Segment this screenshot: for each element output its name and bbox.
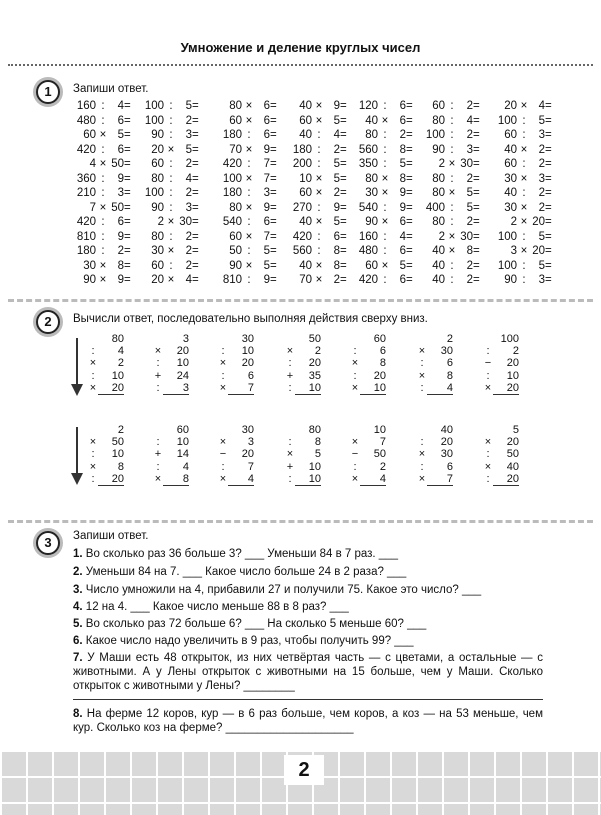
section-divider-1 — [8, 299, 593, 302]
task1-expression: 40 × 8= — [432, 245, 480, 257]
task1-expression: 90 : 3= — [151, 129, 199, 141]
chain-operator: : — [221, 460, 225, 473]
chain-operator: : — [91, 448, 95, 461]
chain-operand: 30 — [440, 345, 453, 358]
task1-expression: 7 × 50= — [89, 201, 131, 214]
title-divider — [8, 64, 593, 66]
chain-operand: 4 — [360, 473, 386, 486]
chain-operand: 6 — [446, 460, 453, 473]
chain-operator: × — [219, 357, 227, 370]
task1-expression: 60 : 2= — [504, 158, 552, 170]
chain-operator: : — [156, 357, 160, 370]
chain-operand: 5 — [314, 448, 321, 461]
chain-operand: 8 — [163, 473, 189, 486]
chain-operand: 8 — [314, 436, 321, 449]
chain-operand: 20 — [493, 382, 519, 395]
task1-expression: 80 × 5= — [432, 187, 480, 199]
chain-operator: × — [351, 436, 359, 449]
chain-operator: + — [154, 448, 162, 461]
chain-operator: : — [353, 369, 357, 382]
chain-operand: 20 — [98, 473, 124, 486]
chain-operator: : — [156, 381, 160, 394]
chain-operator: : — [91, 472, 95, 485]
chain-operand: 24 — [176, 369, 189, 382]
task1-column-5 — [354, 99, 413, 288]
task1-expression: 2 × 30= — [438, 230, 480, 243]
chain-operator: − — [351, 448, 359, 461]
task1-expression: 100 : 2= — [144, 187, 199, 199]
chain-operator: : — [486, 345, 490, 358]
task1-expression: 90 : 3= — [432, 143, 480, 156]
task1-expression: 80 : 2= — [432, 216, 480, 228]
chain-operand: 10 — [111, 369, 124, 382]
chain-operand: 20 — [373, 369, 386, 382]
chain-operand: 6 — [379, 345, 386, 358]
chain-operator: × — [286, 448, 294, 461]
chain-operand: 3 — [247, 436, 254, 449]
chain-operator: − — [484, 357, 492, 370]
chain-start: 30 — [241, 424, 254, 436]
task1-expression: 80 : 2= — [365, 129, 413, 141]
chain-operand: 20 — [506, 357, 519, 370]
task1-expression: 30 × 8= — [83, 259, 131, 272]
task1-expression: 80 × 8= — [365, 172, 413, 185]
task1-expression: 4 × 50= — [89, 158, 131, 170]
task1-expression: 810 : 9= — [222, 274, 277, 286]
task2-badge: 2 — [36, 310, 60, 334]
chain-operand: 20 — [241, 357, 254, 370]
chain-operator: + — [154, 369, 162, 382]
chain-operand: 20 — [440, 436, 453, 449]
task1-expression: 350 : 5= — [358, 158, 413, 170]
chain-operand: 10 — [241, 345, 254, 358]
chain-operator: : — [420, 436, 424, 449]
task1-expression: 540 : 9= — [358, 201, 413, 214]
task1-expression: 420 : 6= — [358, 274, 413, 286]
chain-operator: : — [288, 357, 292, 370]
question-4: 4. 12 на 4. ___ Какое число меньше 88 в 8 раз? ___ — [73, 601, 349, 613]
chain-operator: × — [484, 381, 492, 394]
chain-operand: 7 — [228, 382, 254, 395]
chain-operand: 8 — [446, 369, 453, 382]
chain-operand: 10 — [308, 460, 321, 473]
chain-operand: 3 — [163, 382, 189, 395]
chain-operator: : — [221, 345, 225, 358]
chain-operator: : — [486, 472, 490, 485]
task1-expression: 70 × 2= — [299, 274, 347, 286]
task1-expression: 90 : 3= — [504, 274, 552, 286]
question-8: 8. На ферме 12 коров, кур — в 6 раз больше, чем коров, а коз — на 53 меньше, чем кур. Сколько коз на ферме? ____________________ — [73, 708, 543, 734]
task1-expression: 40 : 2= — [432, 274, 480, 286]
task1-expression: 80 × 6= — [229, 100, 277, 112]
task1-column-2 — [140, 99, 199, 288]
task1-expression: 100 : 2= — [144, 114, 199, 127]
chain-operand: 20 — [493, 473, 519, 486]
chain-operator: × — [418, 448, 426, 461]
chain-operand: 30 — [440, 448, 453, 461]
question-6: 6. Какое число надо увеличить в 9 раз, чтобы получить 99? ___ — [73, 635, 414, 647]
task1-expression: 360 : 9= — [76, 172, 131, 185]
task1-expression: 120 : 6= — [358, 100, 413, 112]
task1-expression: 160 : 4= — [358, 230, 413, 243]
chain-start: 30 — [241, 333, 254, 345]
chain-operand: 8 — [117, 460, 124, 473]
task1-expression: 40 × 6= — [365, 114, 413, 127]
chain-operand: 50 — [111, 436, 124, 449]
task1-expression: 100 : 5= — [497, 230, 552, 243]
chain-operator: × — [484, 436, 492, 449]
chain-operator: × — [219, 472, 227, 485]
chain-operand: 2 — [314, 345, 321, 358]
task1-expression: 180 : 2= — [292, 143, 347, 156]
chain-start: 80 — [308, 424, 321, 436]
task1-expression: 80 : 4= — [432, 114, 480, 127]
chain-operator: × — [351, 357, 359, 370]
chain-operand: 4 — [427, 382, 453, 395]
chain-start: 10 — [373, 424, 386, 436]
chain-operand: 7 — [379, 436, 386, 449]
chain-operator: × — [89, 460, 97, 473]
task1-expression: 480 : 6= — [76, 114, 131, 127]
chain-operator: × — [154, 472, 162, 485]
task1-column-7 — [493, 99, 552, 288]
task1-expression: 270 : 9= — [292, 201, 347, 214]
task1-expression: 560 : 8= — [292, 245, 347, 257]
chain-operator: : — [156, 460, 160, 473]
chain-operator: : — [91, 345, 95, 358]
task1-expression: 180 : 2= — [76, 245, 131, 257]
chain-operator: × — [89, 357, 97, 370]
chain-operator: × — [154, 345, 162, 358]
chain-operator: : — [420, 357, 424, 370]
chain-operator: × — [418, 345, 426, 358]
task1-expression: 480 : 6= — [358, 245, 413, 257]
chain-operator: × — [351, 381, 359, 394]
chain-operator: : — [288, 436, 292, 449]
chain-operand: 7 — [247, 460, 254, 473]
section-divider-2 — [8, 520, 593, 523]
down-arrow-2-head — [71, 473, 83, 485]
chain-operator: × — [418, 369, 426, 382]
task1-expression: 70 × 9= — [229, 143, 277, 156]
chain-operand: 4 — [228, 473, 254, 486]
task1-expression: 90 : 3= — [151, 201, 199, 214]
task1-expression: 60 × 5= — [299, 114, 347, 127]
task1-expression: 10 × 5= — [299, 172, 347, 185]
chain-operand: 14 — [176, 448, 189, 461]
task1-badge: 1 — [36, 80, 60, 104]
task1-instruction: Запиши ответ. — [73, 83, 149, 95]
task1-column-6 — [421, 99, 480, 288]
task1-expression: 60 × 5= — [365, 259, 413, 272]
chain-operator: : — [221, 369, 225, 382]
chain-operator: + — [286, 460, 294, 473]
task1-expression: 200 : 5= — [292, 158, 347, 170]
chain-operand: 6 — [247, 369, 254, 382]
chain-operand: 40 — [506, 460, 519, 473]
chain-operand: 7 — [427, 473, 453, 486]
chain-operand: 10 — [360, 382, 386, 395]
chain-operand: 50 — [506, 448, 519, 461]
task1-expression: 80 : 2= — [432, 172, 480, 185]
down-arrow-2 — [76, 427, 78, 475]
chain-operator: − — [219, 448, 227, 461]
task1-expression: 40 × 9= — [299, 100, 347, 112]
question-7: 7. У Маши есть 48 открыток, из них четвёртая часть — с цветами, а остальные — с животными. А у Лены открыток с животными на 15 больше, чем у Маши. Сколько открыток с животными у Лены? ________ — [73, 652, 543, 692]
chain-operator: × — [484, 460, 492, 473]
chain-operand: 20 — [176, 345, 189, 358]
task1-expression: 40 : 2= — [432, 259, 480, 272]
task1-expression: 60 × 7= — [229, 230, 277, 243]
page-title: Умножение и деление круглых чисел — [180, 40, 421, 55]
task1-expression: 40 × 5= — [299, 216, 347, 228]
task1-expression: 3 × 20= — [510, 245, 552, 257]
task1-expression: 180 : 3= — [222, 187, 277, 199]
chain-operand: 10 — [295, 473, 321, 486]
chain-operator: × — [351, 472, 359, 485]
task1-column-1 — [72, 99, 131, 288]
task1-expression: 50 : 5= — [229, 245, 277, 257]
chain-operator: × — [418, 472, 426, 485]
task1-expression: 40 × 2= — [504, 143, 552, 156]
chain-operator: × — [286, 345, 294, 358]
task1-column-3 — [218, 99, 277, 288]
chain-operand: 20 — [506, 436, 519, 449]
task1-expression: 100 : 5= — [497, 114, 552, 127]
task1-expression: 2 × 20= — [510, 216, 552, 228]
task1-expression: 80 : 4= — [151, 172, 199, 185]
task1-expression: 2 × 30= — [157, 216, 199, 228]
chain-operator: : — [486, 448, 490, 461]
chain-start: 2 — [446, 333, 453, 345]
chain-operator: : — [353, 460, 357, 473]
chain-operator: : — [288, 381, 292, 394]
task1-expression: 2 × 30= — [438, 158, 480, 170]
question-2: 2. Уменьши 84 на 7. ___ Какое число больше 24 в 2 раза? ___ — [73, 566, 407, 578]
task1-expression: 420 : 6= — [292, 230, 347, 243]
chain-operand: 2 — [379, 460, 386, 473]
chain-operand: 10 — [176, 436, 189, 449]
question-3: 3. Число умножили на 4, прибавили 27 и получили 75. Какое это число? ___ — [73, 584, 482, 596]
task1-expression: 90 × 9= — [83, 274, 131, 286]
task1-expression: 60 × 6= — [229, 114, 277, 127]
chain-operator: : — [91, 369, 95, 382]
task1-expression: 20 × 5= — [151, 143, 199, 156]
task1-expression: 80 : 2= — [151, 230, 199, 243]
task1-expression: 60 : 2= — [432, 100, 480, 112]
task1-expression: 60 : 3= — [504, 129, 552, 141]
page-number: 2 — [284, 755, 324, 785]
chain-operator: + — [286, 369, 294, 382]
chain-start: 5 — [512, 424, 519, 436]
task1-expression: 100 : 5= — [497, 259, 552, 272]
chain-operand: 6 — [446, 357, 453, 370]
chain-operator: : — [420, 460, 424, 473]
task2-instruction: Вычисли ответ, последовательно выполняя действия сверху вниз. — [73, 313, 428, 325]
task1-expression: 420 : 6= — [76, 143, 131, 156]
chain-start: 40 — [440, 424, 453, 436]
question-5: 5. Во сколько раз 72 больше 6? ___ На сколько 5 меньше 60? ___ — [73, 618, 427, 630]
task1-expression: 30 × 3= — [504, 172, 552, 185]
task1-expression: 810 : 9= — [76, 230, 131, 243]
chain-operator: × — [219, 381, 227, 394]
task1-expression: 420 : 6= — [76, 216, 131, 228]
task1-expression: 30 × 2= — [504, 201, 552, 214]
chain-operand: 20 — [308, 357, 321, 370]
question-1: 1. Во сколько раз 36 больше 3? ___ Уменьши 84 в 7 раз. ___ — [73, 548, 398, 560]
chain-operand: 35 — [308, 369, 321, 382]
chain-operand: 20 — [98, 382, 124, 395]
chain-operator: : — [288, 472, 292, 485]
chain-operand: 4 — [182, 460, 189, 473]
chain-operand: 50 — [373, 448, 386, 461]
chain-operand: 20 — [241, 448, 254, 461]
task1-expression: 400 : 5= — [425, 201, 480, 214]
chain-operand: 4 — [117, 345, 124, 358]
task1-expression: 100 : 5= — [144, 100, 199, 112]
chain-operator: × — [89, 436, 97, 449]
task1-expression: 60 : 2= — [151, 259, 199, 272]
chain-operator: : — [486, 369, 490, 382]
down-arrow-1-head — [71, 384, 83, 396]
task3-badge: 3 — [36, 531, 60, 555]
task1-expression: 180 : 6= — [222, 129, 277, 141]
task1-expression: 540 : 6= — [222, 216, 277, 228]
chain-operand: 10 — [111, 448, 124, 461]
task1-expression: 100 × 7= — [222, 172, 277, 185]
task1-expression: 40 : 2= — [504, 187, 552, 199]
task1-expression: 100 : 2= — [425, 129, 480, 141]
chain-start: 60 — [373, 333, 386, 345]
chain-operator: × — [219, 436, 227, 449]
chain-start: 80 — [111, 333, 124, 345]
task1-expression: 80 × 9= — [229, 201, 277, 214]
task1-expression: 40 × 8= — [299, 259, 347, 272]
chain-start: 2 — [117, 424, 124, 436]
task1-expression: 40 : 4= — [299, 129, 347, 141]
chain-start: 60 — [176, 424, 189, 436]
task1-expression: 90 × 6= — [365, 216, 413, 228]
chain-operator: : — [353, 345, 357, 358]
task1-expression: 60 × 2= — [299, 187, 347, 199]
chain-operand: 10 — [506, 369, 519, 382]
chain-operand: 10 — [295, 382, 321, 395]
task1-expression: 560 : 8= — [358, 143, 413, 156]
chain-start: 50 — [308, 333, 321, 345]
task3-instruction: Запиши ответ. — [73, 530, 149, 542]
task1-expression: 160 : 4= — [76, 100, 131, 112]
chain-operator: × — [89, 381, 97, 394]
chain-operand: 8 — [379, 357, 386, 370]
task1-expression: 210 : 3= — [76, 187, 131, 199]
down-arrow-1 — [76, 338, 78, 386]
chain-operand: 2 — [512, 345, 519, 358]
chain-start: 3 — [182, 333, 189, 345]
chain-operand: 2 — [117, 357, 124, 370]
task1-expression: 30 × 2= — [151, 245, 199, 257]
task1-expression: 90 × 5= — [229, 259, 277, 272]
task1-expression: 420 : 7= — [222, 158, 277, 170]
chain-start: 100 — [500, 333, 519, 345]
task1-expression: 20 × 4= — [504, 100, 552, 112]
task1-expression: 60 : 2= — [151, 158, 199, 170]
answer-line-7[interactable] — [73, 699, 543, 700]
task1-expression: 20 × 4= — [151, 274, 199, 286]
chain-operand: 10 — [176, 357, 189, 370]
task1-column-4 — [288, 99, 347, 288]
chain-operator: : — [420, 381, 424, 394]
chain-operator: : — [156, 436, 160, 449]
task1-expression: 60 × 5= — [83, 129, 131, 141]
task1-expression: 30 × 9= — [365, 187, 413, 199]
